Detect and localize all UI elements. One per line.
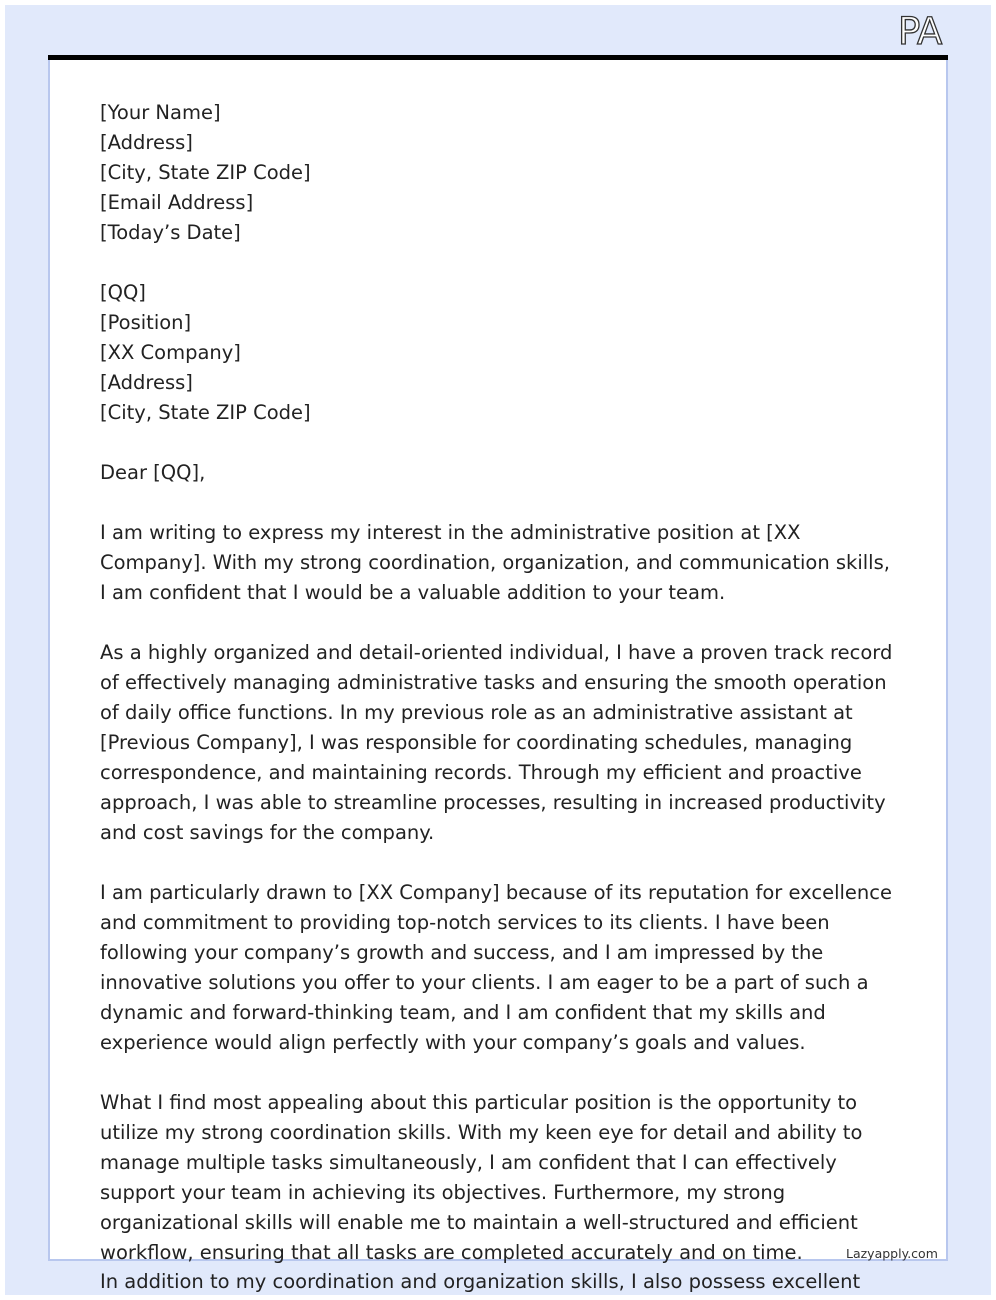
page-background xyxy=(5,5,991,1295)
site-credit: Lazyapply.com xyxy=(846,1246,938,1261)
recipient-address: [Address] xyxy=(100,371,193,394)
sender-city-state-zip: [City, State ZIP Code] xyxy=(100,161,311,184)
recipient-company: [XX Company] xyxy=(100,341,241,364)
recipient-city-state-zip: [City, State ZIP Code] xyxy=(100,401,311,424)
paragraph-additional-skills: In addition to my coordination and organization skills, I also possess excellent xyxy=(100,1270,861,1293)
salutation: Dear [QQ], xyxy=(100,461,206,484)
letter-body xyxy=(100,98,900,1295)
monogram-logo: PA xyxy=(898,10,942,53)
sender-address: [Address] xyxy=(100,131,193,154)
sender-address-block xyxy=(100,98,900,248)
sender-email: [Email Address] xyxy=(100,191,254,214)
sender-name: [Your Name] xyxy=(100,101,221,124)
paragraph-experience: As a highly organized and detail-oriented individual, I have a proven track record of effectively managing administrative tasks and ensuring the smooth operation of daily office functions. In my previous role as an administrative assistant at [Previous Company], I was responsible for coordinating schedules, managing correspondence, and maintaining records. Through my efficient and proactive approach, I was able to streamline processes, resulting in increased productivity and cost savings for the company. xyxy=(100,641,893,844)
recipient-name: [QQ] xyxy=(100,281,146,304)
paragraph-company-interest: I am particularly drawn to [XX Company] because of its reputation for excellence and commitment to providing top-notch services to its clients. I have been following your company’s growth and success, and I am impressed by the innovative solutions you offer to your clients. I am eager to be a part of such a dynamic and forward-thinking team, and I am confident that my skills and experience would align perfectly with your company’s goals and values. xyxy=(100,881,892,1054)
paragraph-intro: I am writing to express my interest in the administrative position at [XX Company]. With my strong coordination, organization, and communication skills, I am confident that I would be a valuable addition to your team. xyxy=(100,521,890,604)
paragraph-position-appeal: What I find most appealing about this particular position is the opportunity to utilize my strong coordination skills. With my keen eye for detail and ability to manage multiple tasks simultaneously, I am confident that I can effectively support your team in achieving its objectives. Furthermore, my strong organizational skills will enable me to maintain a well-structured and efficient workflow, ensuring that all tasks are completed accurately and on time. xyxy=(100,1091,863,1264)
header-rule xyxy=(48,55,948,60)
recipient-position: [Position] xyxy=(100,311,192,334)
letter-date: [Today’s Date] xyxy=(100,221,241,244)
recipient-address-block xyxy=(100,278,900,428)
